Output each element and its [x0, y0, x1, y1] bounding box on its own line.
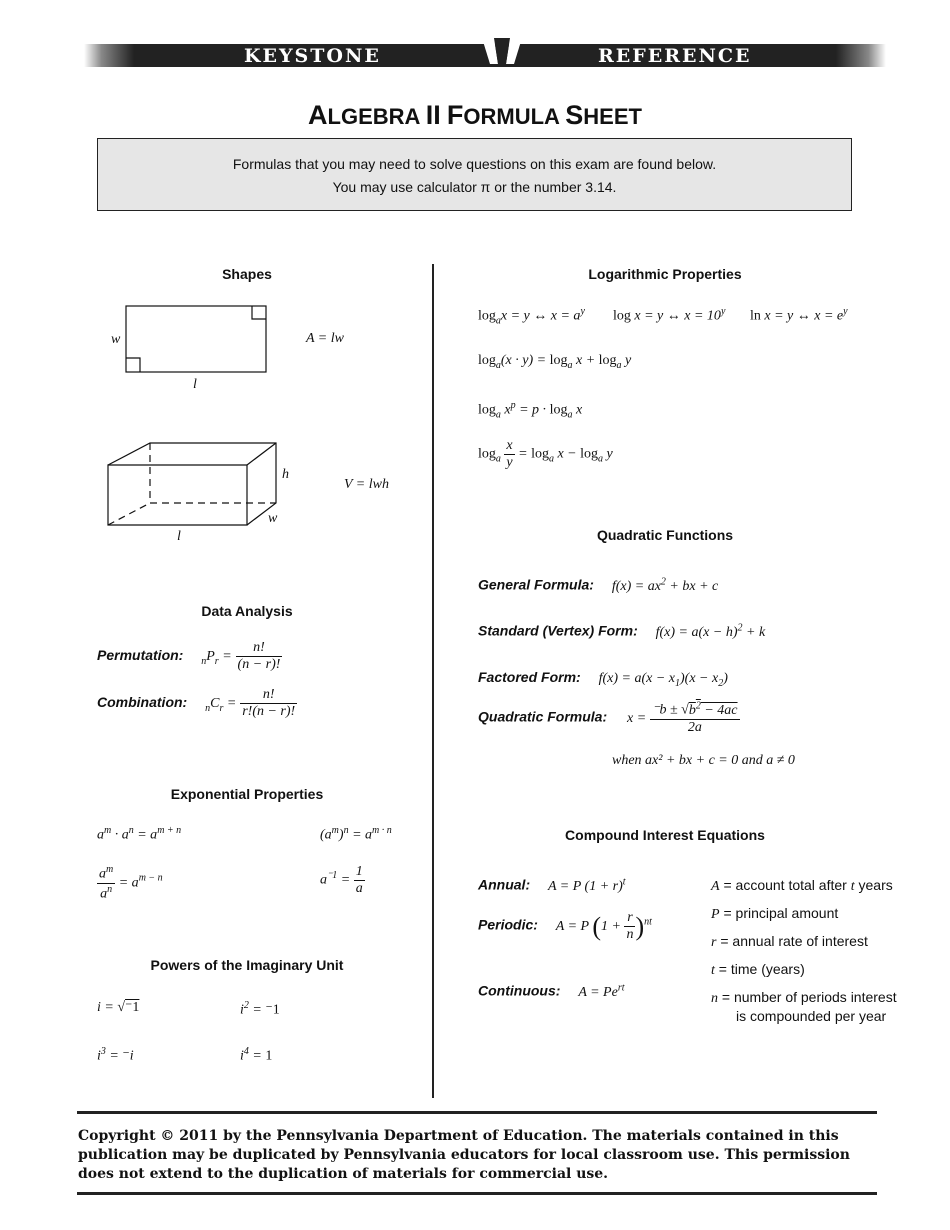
exp-negative-rule: $a^{^-1}$ = $\frac{1}{a}$	[320, 864, 363, 896]
exp-quotient-rule: $\frac{a^m}{a^n}$ = $a^{m - n}$	[99, 864, 163, 902]
quadratic-heading: Quadratic Functions	[596, 527, 734, 543]
combination-row: Combination: $_nC_r$ = $\frac{n!}{r!(n - r)!}$	[97, 687, 296, 719]
quad-standard: Standard (Vertex) Form: $f(x) = a(x - h)^2 + k$	[478, 622, 766, 640]
permutation-row: Permutation: $_nP_r$ = $\frac{n!}{(n - r)!}$	[97, 640, 281, 672]
log-power-rule: $\log_a x^p = p \cdot \log_a x$	[478, 400, 583, 421]
def-n-cont: is compounded per year	[736, 1008, 887, 1024]
rect-w-label: w	[111, 332, 121, 347]
intro-line-1: Formulas that you may need to solve questions on this exam are found below.	[232, 156, 717, 172]
intro-line-2: You may use calculator π or the number 3.14.	[332, 179, 617, 195]
exp-power-rule: $(a^m)^n = a^{m \cdot n}$	[320, 825, 392, 843]
box-figure	[100, 436, 290, 536]
log-def-e: ln x = y ↔ $x = e^y$	[750, 306, 848, 324]
log-product-rule: $\log_a(x \cdot y) = \log_a x + \log_a y$	[478, 353, 632, 371]
quad-formula: Quadratic Formula: x = $\frac{^-b \pm √b^2 - 4ac}{2a}$	[478, 700, 738, 735]
logarithmic-heading: Logarithmic Properties	[588, 266, 742, 282]
page-title: ALGEBRA II FORMULA SHEET	[308, 100, 642, 130]
def-P: P = principal amount	[711, 905, 839, 922]
exponential-heading: Exponential Properties	[170, 786, 324, 802]
log-quotient-rule: $\log_a$ $\frac{x}{y}$ = $\log_a x - \log_a y$	[478, 438, 613, 470]
quad-condition: when ax² + bx + c = 0 and a ≠ 0	[612, 753, 795, 768]
box-w-label: w	[268, 511, 278, 526]
def-r: r = annual rate of interest	[711, 933, 868, 950]
rect-l-label: l	[193, 377, 197, 392]
quad-general: General Formula: $f(x) = ax^2$ + bx + c	[478, 576, 719, 594]
quad-factored: Factored Form: $f(x) = a(x - x_1)(x - x_2)$	[478, 669, 728, 689]
header-keystone: KEYSTONE	[244, 45, 381, 67]
data-analysis-heading: Data Analysis	[201, 603, 293, 619]
exp-product-rule: $a^m \cdot a^n = a^{m + n}$	[97, 825, 182, 843]
imaginary-heading: Powers of the Imaginary Unit	[150, 957, 344, 973]
compound-continuous: Continuous: $A = Pe^{rt}$	[478, 982, 625, 1000]
compound-annual: Annual: A = P $(1 + r)^t$	[478, 876, 626, 894]
log-def-a: $\log_ax = y$ ↔ $x = a^y$	[478, 306, 585, 327]
box-h-label: h	[282, 467, 289, 482]
header-reference: REFERENCE	[598, 45, 752, 67]
imag-i3: $i^3 = ^-i$	[97, 1046, 134, 1064]
imag-i2: $i^2 = ^-1$	[240, 1000, 280, 1018]
box-l-label: l	[177, 529, 181, 544]
footer-rule-bottom	[77, 1192, 877, 1195]
intro-box	[97, 138, 852, 211]
footer-rule-top	[77, 1111, 877, 1114]
keystone-icon	[482, 38, 522, 74]
imag-i4: $i^4 = 1$	[240, 1046, 273, 1064]
compound-heading: Compound Interest Equations	[565, 827, 765, 843]
def-n: n = number of periods interest	[711, 989, 897, 1006]
header-banner	[84, 44, 886, 67]
def-t: t = time (years)	[711, 961, 805, 978]
rect-area-formula: A = lw	[306, 331, 344, 346]
compound-periodic: Periodic: A = P (1 + $\frac{r}{n}$ )$^{nt}$	[478, 910, 652, 942]
log-def-10: log x = y ↔ $x = 10^y$	[613, 306, 726, 324]
box-volume-formula: V = lwh	[344, 477, 389, 492]
copyright-text: Copyright © 2011 by the Pennsylvania Department of Education. The materials contained in this publication may be duplicated by Pennsylvania educators for local classroom use. This permission does not extend to the duplication of materials for commercial use.	[78, 1128, 850, 1182]
column-divider	[432, 264, 434, 1098]
shapes-heading: Shapes	[222, 266, 272, 282]
imag-i: i = √⁻1	[97, 1000, 140, 1015]
def-A: A = account total after t years	[711, 877, 893, 894]
rectangle-figure	[100, 300, 280, 395]
